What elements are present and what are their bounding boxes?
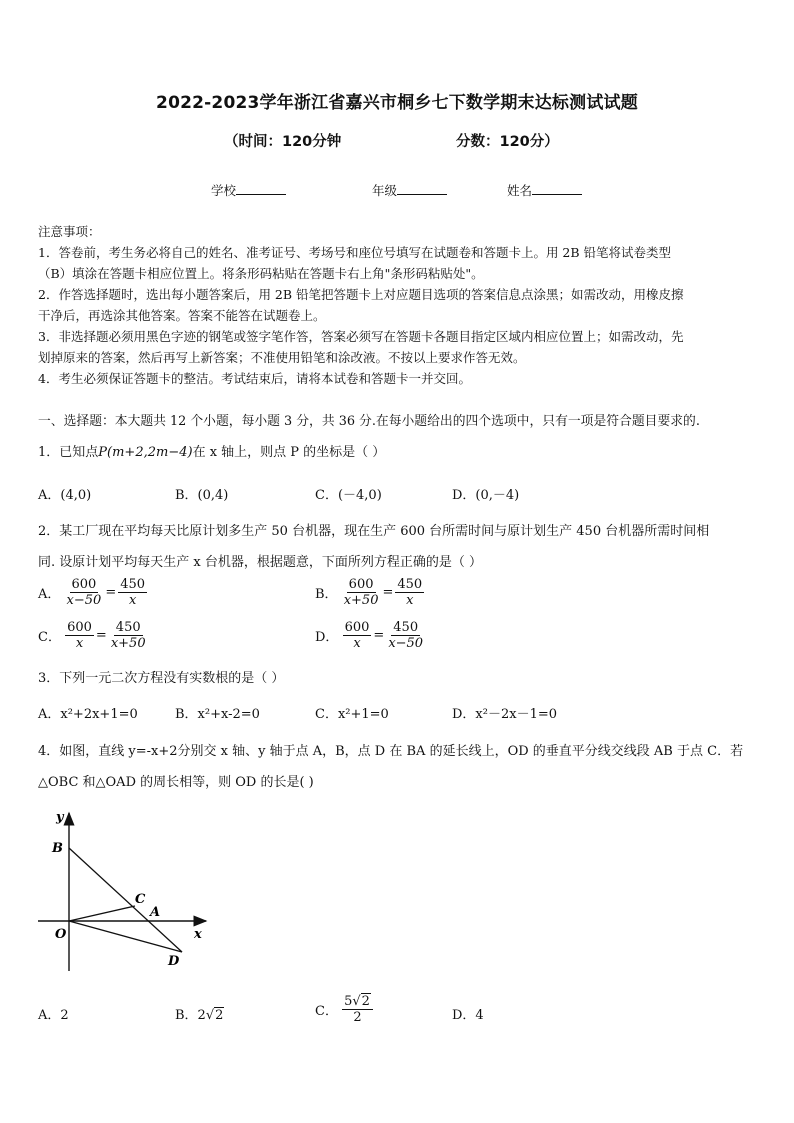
q4-b-label: B．2 [175, 1008, 206, 1023]
note-3a: 3．非选择题必须用黑色字迹的钢笔或签字笔作答，答案必须写在答题卡各题目指定区域内相应位置上；如需改动，先 [38, 329, 684, 344]
q2-d-frac-right: $\frac{450}{x-50}$ [388, 620, 424, 651]
q3-option-d[interactable]: D．x²－2x－1=0 [452, 707, 558, 722]
q4-c-frac: $\frac{5√2}{2}$ [342, 994, 373, 1025]
segment-oc [69, 906, 135, 921]
q4-line-2: △OBC 和△OAD 的周长相等，则 OD 的长是( ) [38, 775, 314, 790]
note-2a: 2．作答选择题时，选出每小题答案后，用 2B 铅笔把答题卡上对应题目选项的答案信息点涂黑；如需改动，用橡皮擦 [38, 287, 684, 302]
note-4: 4．考生必须保证答题卡的整洁。考试结束后，请将本试卷和答题卡一并交回。 [38, 371, 471, 386]
notes-heading: 注意事项： [38, 224, 101, 239]
q1-post: 在 x 轴上，则点 P 的坐标是（ ） [192, 445, 386, 460]
q2-option-d[interactable]: D． $\frac{600}{x}$ = $\frac{450}{x-50}$ [315, 620, 424, 651]
q1-option-d[interactable]: D．(0,－4) [452, 488, 520, 503]
q4-option-b[interactable] [175, 1004, 224, 1023]
label-a: A [150, 905, 161, 920]
q4-option-d[interactable]: D．4 [452, 1008, 484, 1023]
q2-c-frac-right: $\frac{450}{x+50}$ [110, 620, 146, 651]
q4-c-label: C． [315, 1004, 338, 1019]
label-c: C [135, 892, 146, 907]
question-1 [38, 441, 385, 460]
label-d: D [168, 954, 180, 969]
q3-stem: 3．下列一元二次方程没有实数根的是（ ） [38, 671, 285, 686]
q2-a-label: A． [38, 587, 61, 602]
q2-b-label: B． [315, 587, 338, 602]
exam-score: 分数：120分） [456, 134, 559, 150]
q3-option-b[interactable]: B．x²+x-2=0 [175, 707, 260, 722]
q1-expr: P(m+2,2m−4) [98, 445, 193, 460]
q2-b-frac-left: $\frac{600}{x+50}$ [343, 577, 379, 608]
label-y: y [56, 810, 64, 825]
q2-b-frac-right: $\frac{450}{x}$ [397, 577, 423, 608]
exam-time: （时间：120分钟 [224, 134, 342, 150]
grade-field[interactable] [372, 181, 447, 199]
q4-option-a[interactable]: A．2 [38, 1008, 69, 1023]
q1-option-b[interactable]: B．(0,4) [175, 488, 229, 503]
q3-option-a[interactable]: A．x²+2x+1=0 [38, 707, 138, 722]
q2-line-2: 同. 设原计划平均每天生产 x 台机器，根据题意，下面所列方程正确的是（ ） [38, 555, 482, 570]
q4-b-radicand: 2 [215, 1008, 224, 1023]
note-1a: 1．答卷前，考生务必将自己的姓名、准考证号、考场号和座位号填写在试题卷和答题卡上。用 2B 铅笔将试卷类型 [38, 245, 672, 260]
q2-c-frac-left: $\frac{600}{x}$ [67, 620, 92, 651]
page-title: 2022-2023学年浙江省嘉兴市桐乡七下数学期末达标测试试题 [156, 93, 638, 113]
label-o: O [55, 927, 67, 942]
note-1b: （B）填涂在答题卡相应位置上。将条形码粘贴在答题卡右上角"条形码粘贴处"。 [38, 266, 484, 281]
q2-line-1: 2．某工厂现在平均每天比原计划多生产 50 台机器，现在生产 600 台所需时间与原计划生产 450 台机器所需时间相 [38, 524, 710, 539]
q3-option-c[interactable]: C．x²+1=0 [315, 707, 389, 722]
q2-option-b[interactable]: B． $\frac{600}{x+50}$ = $\frac{450}{x}$ [315, 577, 423, 608]
q4-figure [30, 805, 220, 975]
q2-d-label: D． [315, 630, 339, 645]
name-label: 姓名 [507, 183, 533, 198]
sqrt-sign: √ [205, 1008, 215, 1023]
section-heading: 一、选择题：本大题共 12 个小题，每小题 3 分，共 36 分.在每小题给出的四个选项中，只有一项是符合题目要求的. [38, 414, 700, 429]
name-blank[interactable] [532, 182, 582, 195]
q2-d-frac-left: $\frac{600}{x}$ [344, 620, 370, 651]
grade-label: 年级 [372, 183, 398, 198]
school-field[interactable] [211, 181, 286, 199]
q2-a-frac-left: $\frac{600}{x-50}$ [66, 577, 102, 608]
note-2b: 干净后，再选涂其他答案。答案不能答在试题卷上。 [38, 308, 326, 323]
q2-option-c[interactable]: C． $\frac{600}{x}$ = $\frac{450}{x+50}$ [38, 620, 146, 651]
q4-option-c[interactable] [315, 994, 373, 1025]
label-x: x [194, 927, 202, 942]
school-blank[interactable] [236, 182, 286, 195]
name-field[interactable] [507, 181, 582, 199]
q2-option-a[interactable]: A． $\frac{600}{x-50}$ = $\frac{450}{x}$ [38, 577, 146, 608]
note-3b: 划掉原来的答案，然后再写上新答案；不准使用铅笔和涂改液。不按以上要求作答无效。 [38, 350, 526, 365]
label-b: B [52, 841, 63, 856]
q1-option-c[interactable]: C．(－4,0) [315, 488, 382, 503]
grade-blank[interactable] [397, 182, 447, 195]
q2-a-frac-right: $\frac{450}{x}$ [120, 577, 146, 608]
q2-c-label: C． [38, 630, 61, 645]
q1-option-a[interactable]: A．(4,0) [38, 488, 92, 503]
q4-line-1: 4．如图，直线 y=-x+2分别交 x 轴、y 轴于点 A，B，点 D 在 BA 的延长线上，OD 的垂直平分线交线段 AB 于点 C．若 [38, 744, 744, 759]
school-label: 学校 [211, 183, 237, 198]
q1-pre: 1．已知点 [38, 445, 99, 460]
